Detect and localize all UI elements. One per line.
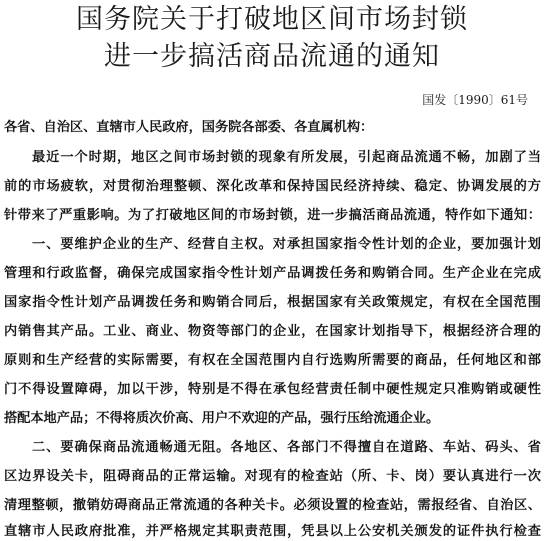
salutation: 各省、自治区、直辖市人民政府，国务院各部委、各直属机构：	[4, 120, 374, 135]
body-line: 门不得设置障碍，加以干涉，特别是不得在承包经营责任制中硬性规定只准购销或硬性	[4, 382, 541, 397]
document-number: 国发〔1990〕61号	[422, 93, 528, 107]
body-line: 二、要确保商品流通畅通无阻。各地区、各部门不得擅自在道路、车站、码头、省	[32, 440, 541, 455]
body-line: 清理整顿，撤销妨碍商品正常流通的各种关卡。必须设置的检查站，需报经省、自治区、	[4, 498, 541, 513]
body-line: 搭配本地产品；不得将质次价高、用户不欢迎的产品，强行压给流通企业。	[4, 411, 440, 426]
body-line: 管理和行政监督，确保完成国家指令性计划产品调拨任务和购销合同。生产企业在完成	[4, 266, 541, 281]
body-line: 一、要维护企业的生产、经营自主权。对承担国家指令性计划的企业，要加强计划	[32, 237, 541, 252]
document-title-line-1: 国务院关于打破地区间市场封锁	[76, 4, 468, 35]
body-line: 针带来了严重影响。为了打破地区间的市场封锁，进一步搞活商品流通，特作如下通知：	[4, 208, 541, 223]
body-line: 最近一个时期，地区之间市场封锁的现象有所发展，引起商品流通不畅，加剧了当	[32, 150, 541, 165]
document-title-line-2: 进一步搞活商品流通的通知	[104, 41, 440, 72]
body-line: 国家指令性计划产品调拨任务和购销合同后，根据国家有关政策规定，有权在全国范围	[4, 295, 541, 310]
body-line: 区边界设关卡，阻碍商品的正常运输。对现有的检查站（所、卡、岗）要认真进行一次	[4, 469, 541, 484]
body-line: 前的市场疲软，对贯彻治理整顿、深化改革和保持国民经济持续、稳定、协调发展的方	[4, 179, 541, 194]
body-line: 内销售其产品。工业、商业、物资等部门的企业，在国家计划指导下，根据经济合理的	[4, 324, 541, 339]
body-line: 原则和生产经营的实际需要，有权在全国范围内自行选购所需要的商品，任何地区和部	[4, 353, 541, 368]
body-line: 直辖市人民政府批准，并严格规定其职责范围，凭县以上公安机关颁发的证件执行检查	[4, 524, 541, 539]
